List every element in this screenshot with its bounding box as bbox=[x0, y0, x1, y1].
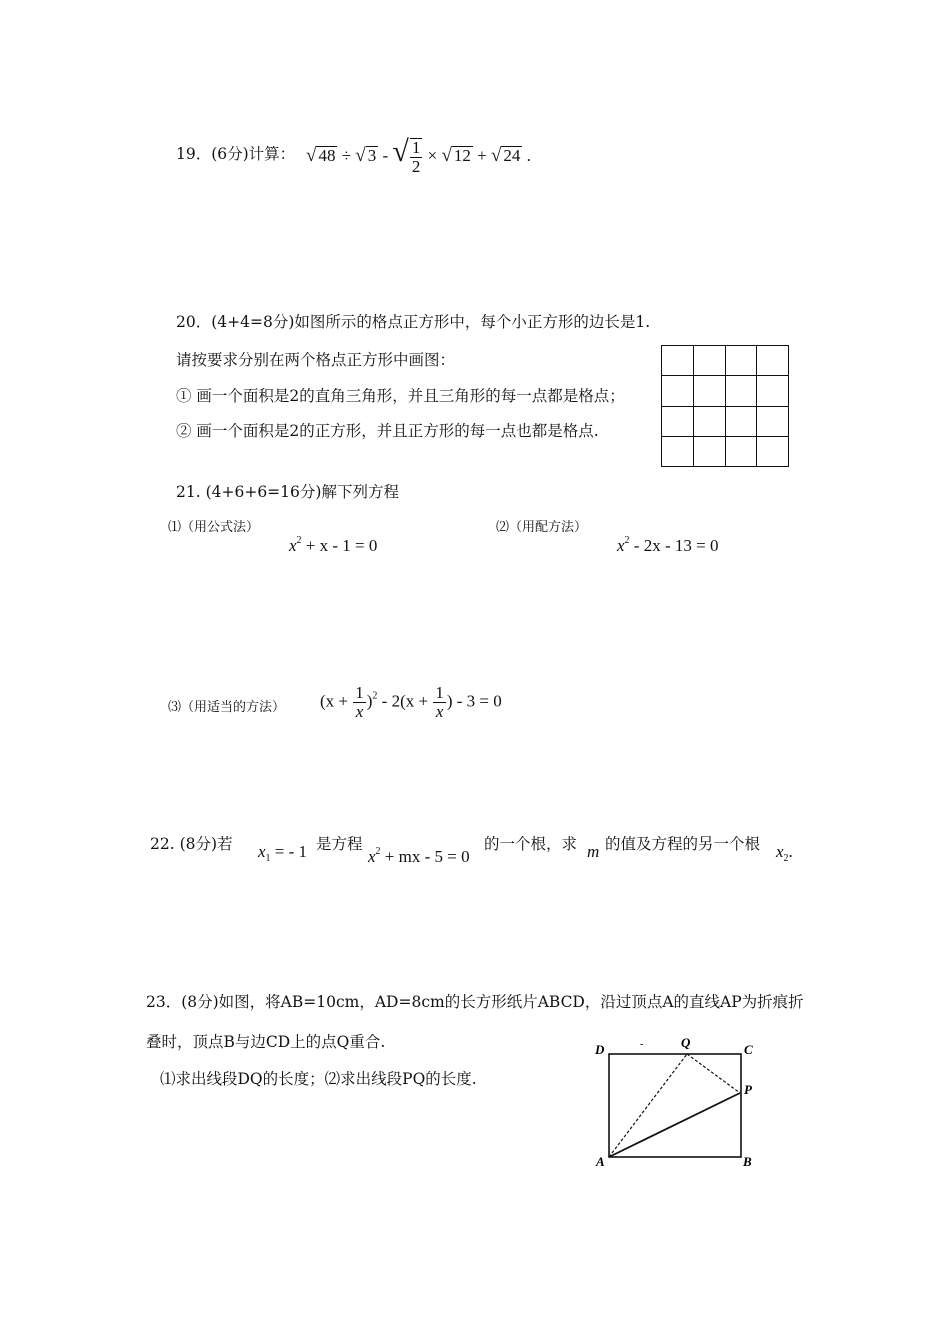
q22-text-4: 的值及方程的另一个根 bbox=[605, 835, 761, 853]
q21-part3-label: ⑶（用适当的方法） bbox=[168, 700, 286, 715]
q20-line1: 20．(4+4=8分)如图所示的格点正方形中，每个小正方形的边长是1. bbox=[176, 313, 651, 331]
label-d: D bbox=[595, 1042, 605, 1057]
q21-part1-label: ⑴（用公式法） bbox=[168, 520, 260, 535]
label-c: C bbox=[744, 1042, 753, 1057]
lattice-grid bbox=[661, 345, 789, 467]
q23-line1: 23．(8分)如图，将AB=10cm，AD=8cm的长方形纸片ABCD，沿过顶点A的直线AP为折痕折 bbox=[146, 993, 804, 1011]
q23-figure bbox=[588, 1028, 768, 1178]
q22-x2: $x_2$. bbox=[776, 842, 793, 864]
q23-line2: 叠时，顶点B与边CD上的点Q重合. bbox=[146, 1033, 386, 1051]
segment-qp bbox=[687, 1054, 740, 1093]
q21-title: 21. (4+6+6=16分)解下列方程 bbox=[176, 483, 399, 501]
q23-line3: ⑴求出线段DQ的长度；⑵求出线段PQ的长度. bbox=[160, 1070, 477, 1088]
label-a: A bbox=[596, 1154, 605, 1169]
label-dash: - bbox=[640, 1039, 644, 1050]
fold-line-ap bbox=[609, 1093, 740, 1157]
label-q: Q bbox=[681, 1035, 691, 1050]
q21-part2-label: ⑵（用配方法） bbox=[496, 520, 588, 535]
q19-label: 19．(6分)计算： bbox=[176, 145, 296, 163]
label-p: P bbox=[744, 1082, 752, 1097]
q22-root: $x_1$ = - 1 bbox=[258, 842, 308, 864]
q21-part3-equation: (x + $\frac{1}{x}$ )$^2$ - 2(x + $\frac{1}{x}$ ) - 3 = 0 bbox=[320, 683, 502, 721]
q20-line2: 请按要求分别在两个格点正方形中画图： bbox=[176, 351, 456, 369]
q22-m: m bbox=[587, 842, 600, 861]
q21-part1-equation: $x^2 + x - 1 = 0$ bbox=[289, 535, 378, 555]
q22-text-3: 的一个根，求 bbox=[484, 835, 578, 853]
rectangle-abcd bbox=[609, 1054, 741, 1157]
q21-part2-equation: $x^2 - 2x - 13 = 0$ bbox=[617, 535, 719, 555]
q22-text-1: 22. (8分)若 bbox=[150, 835, 233, 853]
q22-equation: $x^2$ + mx - 5 = 0 bbox=[368, 846, 470, 866]
label-b: B bbox=[743, 1154, 752, 1169]
q20-line3: ① 画一个面积是2的直角三角形，并且三角形的每一点都是格点； bbox=[176, 387, 625, 405]
segment-aq bbox=[609, 1054, 687, 1157]
q20-line4: ② 画一个面积是2的正方形，并且正方形的每一点也都是格点. bbox=[176, 422, 599, 440]
q22-text-2: 是方程 bbox=[316, 835, 363, 853]
q19-expression: √ 48 ÷ √ 3 - √ $\frac{1}{2}$ × √ 12 + √ 24 . bbox=[306, 134, 531, 176]
